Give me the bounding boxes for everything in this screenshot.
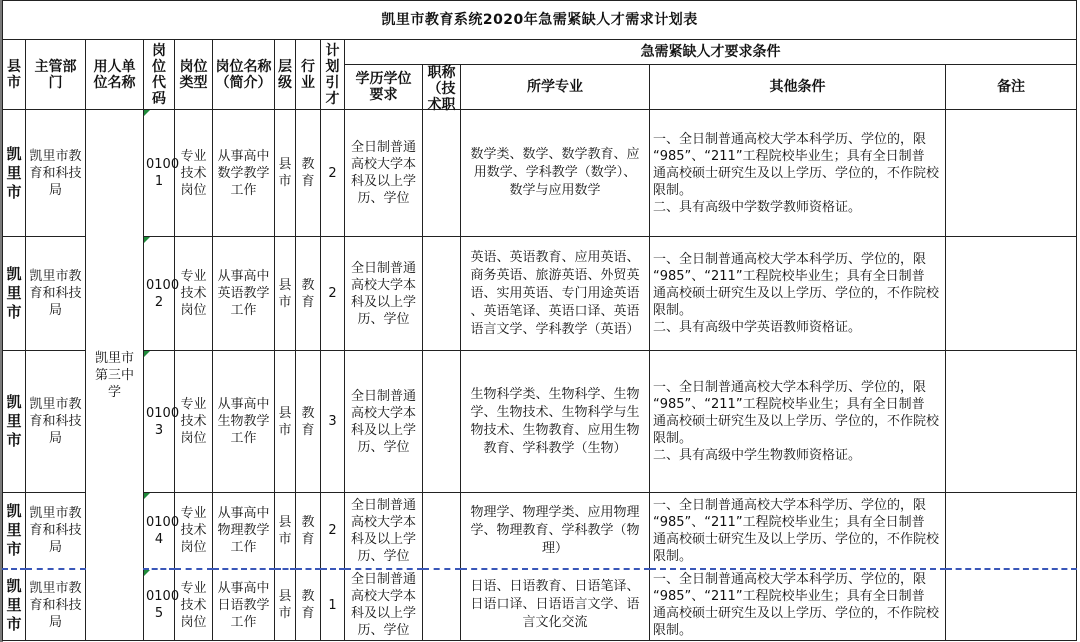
cell-education: 全日制普通 高校大学本 科及以上学 历、学位 (345, 110, 423, 237)
cell-title-requirement (423, 237, 461, 351)
cell-note (946, 351, 1077, 493)
cell-post-name: 从事高中 日语教学 工作 (213, 569, 275, 641)
cell-type: 专业 技术 岗位 (175, 110, 213, 237)
cell-major: 日语、日语教育、日语笔译、 日语口译、日语语言文学、语 言文化交流 (461, 569, 650, 641)
cell-post-name: 从事高中 数学教学 工作 (213, 110, 275, 237)
cell-post-name: 从事高中 生物教学 工作 (213, 351, 275, 493)
cell-other-conditions: 一、全日制普通高校大学本科学历、学位的，限 “985”、“211”工程院校毕业生；具有全日制普 通高校硕士研究生及以上学历、学位的，不作院校 限制。 二、具有高级中学数学教师资格证。 (650, 110, 946, 237)
cell-type: 专业 技术 岗位 (175, 237, 213, 351)
header-note: 备注 (946, 65, 1077, 110)
header-code: 岗 位 代 码 (144, 40, 175, 110)
header-education: 学历学位 要求 (345, 65, 423, 110)
cell-type: 专业 技术 岗位 (175, 493, 213, 570)
cell-county: 凯 里 市 (3, 237, 26, 351)
cell-title-requirement (423, 110, 461, 237)
cell-code: 0100 5 (144, 569, 175, 641)
cell-dept: 凯里市教 育和科技 局 (26, 569, 86, 641)
talent-demand-table (2, 0, 1077, 641)
cell-dept: 凯里市教 育和科技 局 (26, 493, 86, 570)
cell-level: 县 市 (275, 351, 296, 493)
cell-note (946, 110, 1077, 237)
cell-education: 全日制普通 高校大学本 科及以上学 历、学位 (345, 351, 423, 493)
cell-industry: 教 育 (296, 237, 321, 351)
header-type: 岗位 类型 (175, 40, 213, 110)
cell-dept: 凯里市教 育和科技 局 (26, 237, 86, 351)
cell-note (946, 569, 1077, 641)
cell-other-conditions: 一、全日制普通高校大学本科学历、学位的，限 “985”、“211”工程院校毕业生；具有全日制普 通高校硕士研究生及以上学历、学位的，不作院校 限制。 二、具有高级中学生物教师资格证。 (650, 351, 946, 493)
cell-code: 0100 4 (144, 493, 175, 570)
cell-level: 县 市 (275, 110, 296, 237)
header-requirements-group: 急需紧缺人才要求条件 (345, 40, 1077, 65)
header-post-name: 岗位名称 （简介） (213, 40, 275, 110)
cell-type: 专业 技术 岗位 (175, 569, 213, 641)
cell-education: 全日制普通 高校大学本 科及以上学 历、学位 (345, 237, 423, 351)
header-unit: 用人单 位名称 (86, 40, 144, 110)
header-other-conditions: 其他条件 (650, 65, 946, 110)
cell-level: 县 市 (275, 493, 296, 570)
header-plan: 计 划 引 才 (321, 40, 345, 110)
header-level: 层 级 (275, 40, 296, 110)
cell-education: 全日制普通 高校大学本 科及以上学 历、学位 (345, 493, 423, 570)
table-row (3, 569, 1077, 641)
cell-major: 数学类、数学、数学教育、应 用数学、学科教学（数学）、 数学与应用数学 (461, 110, 650, 237)
cell-level: 县 市 (275, 237, 296, 351)
cell-title-requirement (423, 569, 461, 641)
cell-education: 全日制普通 高校大学本 科及以上学 历、学位 (345, 569, 423, 641)
cell-plan: 2 (321, 237, 345, 351)
cell-major: 生物科学类、生物科学、生物 学、生物技术、生物科学与生 物技术、生物教育、应用生物 教育、学科教学（生物） (461, 351, 650, 493)
cell-industry: 教 育 (296, 569, 321, 641)
cell-plan: 2 (321, 110, 345, 237)
cell-other-conditions: 一、全日制普通高校大学本科学历、学位的，限 “985”、“211”工程院校毕业生；具有全日制普 通高校硕士研究生及以上学历、学位的，不作院校 限制。 二、具有高级中学英语教师资格证。 (650, 237, 946, 351)
cell-plan: 2 (321, 493, 345, 570)
cell-note (946, 493, 1077, 570)
cell-other-conditions: 一、全日制普通高校大学本科学历、学位的，限 “985”、“211”工程院校毕业生；具有全日制普 通高校硕士研究生及以上学历、学位的，不作院校 限制。 (650, 569, 946, 641)
cell-county: 凯 里 市 (3, 569, 26, 641)
cell-level: 县 市 (275, 569, 296, 641)
table-row (3, 237, 1077, 351)
cell-post-name: 从事高中 物理教学 工作 (213, 493, 275, 570)
table-row (3, 110, 1077, 237)
cell-code: 0100 2 (144, 237, 175, 351)
header-industry: 行 业 (296, 40, 321, 110)
table-title: 凯里市教育系统2020年急需紧缺人才需求计划表 (3, 1, 1077, 40)
cell-plan: 1 (321, 569, 345, 641)
cell-dept: 凯里市教 育和科技 局 (26, 351, 86, 493)
header-title-requirement: 职称 （技 术职 (423, 65, 461, 110)
cell-other-conditions: 一、全日制普通高校大学本科学历、学位的，限 “985”、“211”工程院校毕业生；具有全日制普 通高校硕士研究生及以上学历、学位的，不作院校 限制。 (650, 493, 946, 570)
table-row (3, 351, 1077, 493)
header-dept: 主管部 门 (26, 40, 86, 110)
table-row (3, 493, 1077, 570)
cell-county: 凯 里 市 (3, 493, 26, 570)
cell-county: 凯 里 市 (3, 351, 26, 493)
cell-type: 专业 技术 岗位 (175, 351, 213, 493)
cell-major: 物理学、物理学类、应用物理 学、物理教育、学科教学（物 理） (461, 493, 650, 570)
cell-industry: 教 育 (296, 110, 321, 237)
cell-major: 英语、英语教育、应用英语、 商务英语、旅游英语、外贸英 语、实用英语、专门用途英语 、英语笔译、英语口译、英语 语言文学、学科教学（英语） (461, 237, 650, 351)
cell-title-requirement (423, 493, 461, 570)
cell-industry: 教 育 (296, 351, 321, 493)
cell-note (946, 237, 1077, 351)
cell-county: 凯 里 市 (3, 110, 26, 237)
cell-title-requirement (423, 351, 461, 493)
cell-code: 0100 3 (144, 351, 175, 493)
cell-dept: 凯里市教 育和科技 局 (26, 110, 86, 237)
cell-post-name: 从事高中 英语教学 工作 (213, 237, 275, 351)
header-major: 所学专业 (461, 65, 650, 110)
cell-unit-name: 凯里市 第三中 学 (86, 110, 144, 641)
cell-plan: 3 (321, 351, 345, 493)
header-county: 县 市 (3, 40, 26, 110)
cell-code: 0100 1 (144, 110, 175, 237)
cell-industry: 教 育 (296, 493, 321, 570)
